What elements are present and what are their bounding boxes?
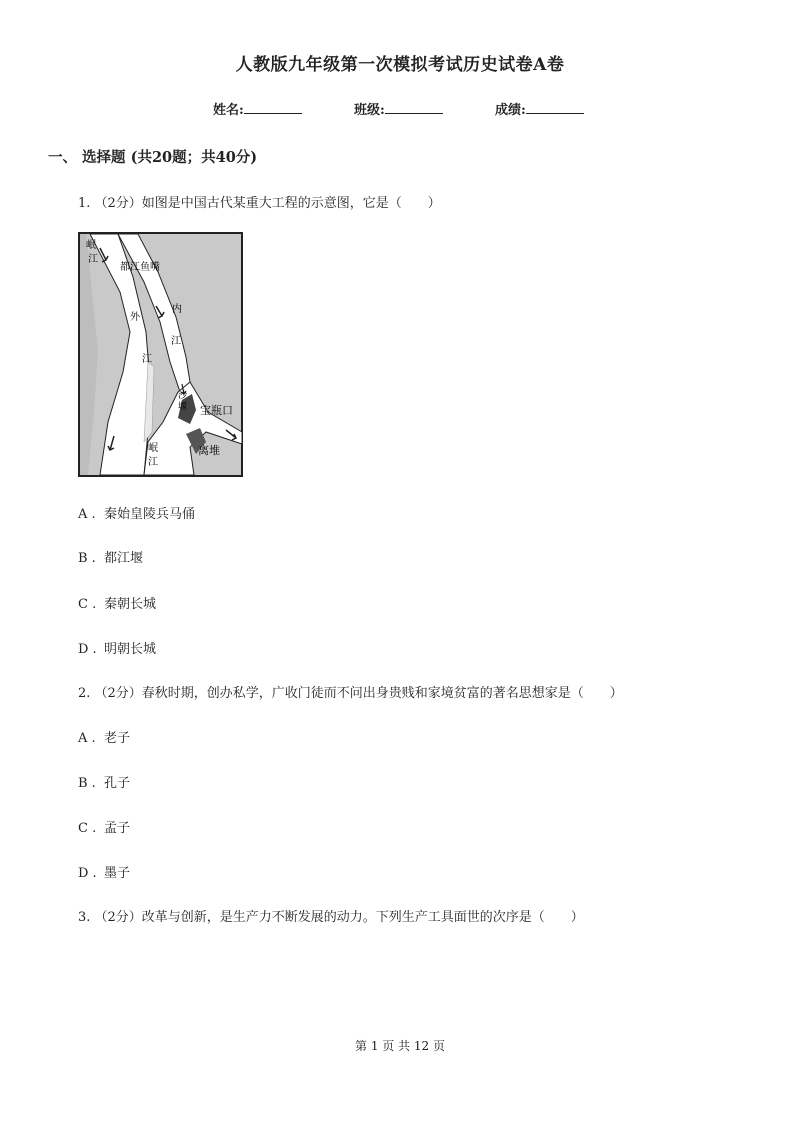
map-label-min-top-1: 岷 xyxy=(86,240,96,251)
option-letter: D . xyxy=(78,642,97,657)
option-text: 孟子 xyxy=(104,821,131,836)
q1-option-d[interactable] xyxy=(78,638,156,657)
map-label-min-bottom-2: 江 xyxy=(148,457,158,468)
name-field xyxy=(213,99,302,118)
map-label-shahe-2: 堰 xyxy=(178,402,188,412)
question-1-stem: 1. （2分）如图是中国古代某重大工程的示意图，它是（ ） xyxy=(78,196,441,211)
page-footer: 第 1 页 共 12 页 xyxy=(355,1039,445,1053)
question-3-stem: 3. （2分）改革与创新，是生产力不断发展的动力。下列生产工具面世的次序是（ ） xyxy=(78,910,584,925)
option-letter: A . xyxy=(78,731,96,746)
map-label-baopingkou: 宝瓶口 xyxy=(200,404,233,417)
option-text: 明朝长城 xyxy=(104,642,157,657)
dujiangyan-map xyxy=(78,232,243,477)
q1-option-b[interactable] xyxy=(78,547,143,566)
section-heading: 一、 选择题 (共20题；共40分) xyxy=(48,149,258,166)
q1-option-a[interactable] xyxy=(78,503,195,522)
score-label: 成绩: xyxy=(495,103,526,118)
class-field xyxy=(354,99,443,118)
q1-option-c[interactable] xyxy=(78,593,156,612)
option-text: 都江堰 xyxy=(104,551,144,566)
page-title: 人教版九年级第一次模拟考试历史试卷A卷 xyxy=(235,55,565,75)
q2-option-d[interactable] xyxy=(78,862,130,881)
map-label-min-bottom-1: 岷 xyxy=(148,443,158,454)
question-2-stem: 2. （2分）春秋时期，创办私学，广收门徒而不问出身贵贱和家境贫富的著名思想家是（ ） xyxy=(78,686,623,701)
option-text: 老子 xyxy=(104,731,131,746)
option-text: 墨子 xyxy=(104,866,131,881)
map-label-yuzui: 都江鱼嘴 xyxy=(120,262,160,273)
option-text: 秦朝长城 xyxy=(104,597,157,612)
option-text: 秦始皇陵兵马俑 xyxy=(104,507,196,522)
q2-option-b[interactable] xyxy=(78,772,130,791)
class-label: 班级: xyxy=(354,103,385,118)
option-letter: C . xyxy=(78,821,97,836)
option-text: 孔子 xyxy=(104,776,131,791)
map-label-nei-jiang: 江 xyxy=(171,336,181,347)
map-label-min-top-2: 江 xyxy=(88,254,98,265)
map-label-wai: 外 xyxy=(130,312,140,323)
option-letter: B . xyxy=(78,551,96,566)
option-letter: C . xyxy=(78,597,97,612)
map-label-shahe-1: 沙 xyxy=(178,391,188,401)
class-blank xyxy=(385,101,443,114)
name-blank xyxy=(244,101,302,114)
name-label: 姓名: xyxy=(213,103,244,118)
score-field xyxy=(495,99,584,118)
option-letter: B . xyxy=(78,776,96,791)
q2-option-c[interactable] xyxy=(78,817,130,836)
option-letter: A . xyxy=(78,507,96,522)
q2-option-a[interactable] xyxy=(78,727,130,746)
score-blank xyxy=(526,101,584,114)
map-label-wai-jiang: 江 xyxy=(142,354,152,365)
map-label-nei: 内 xyxy=(172,304,182,315)
map-label-lidui: 离堆 xyxy=(198,444,220,457)
option-letter: D . xyxy=(78,866,97,881)
